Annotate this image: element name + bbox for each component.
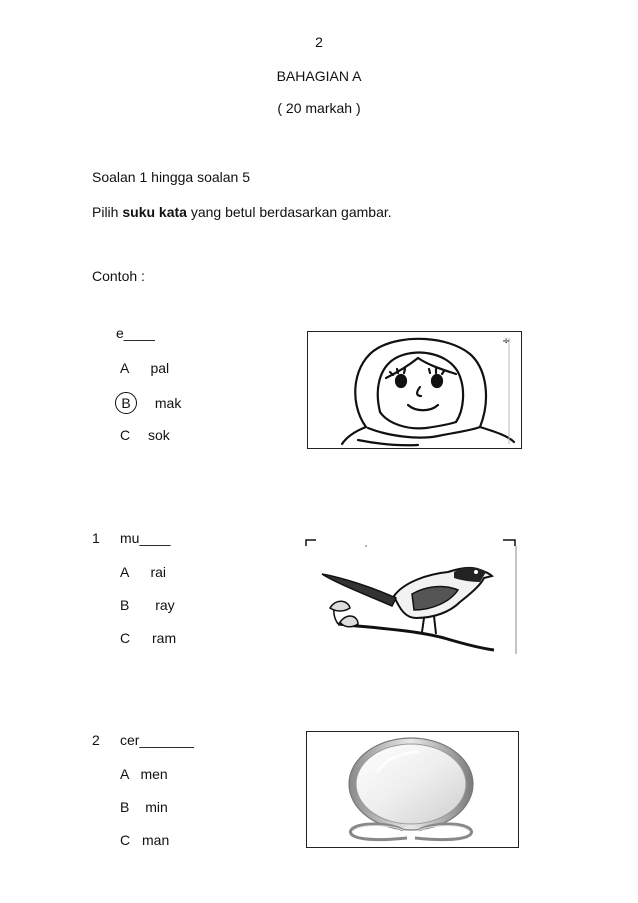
option-text: ray bbox=[155, 597, 175, 613]
example-label: Contoh : bbox=[92, 268, 145, 284]
girl-with-headscarf-drawing bbox=[308, 332, 521, 448]
option-letter: C bbox=[120, 832, 131, 848]
option-letter-circled: B bbox=[115, 392, 137, 414]
instruction-suffix: yang betul berdasarkan gambar. bbox=[190, 204, 392, 220]
svg-text:÷: ÷ bbox=[502, 336, 511, 347]
option-text: pal bbox=[150, 360, 170, 376]
question-stem: mu____ bbox=[120, 530, 171, 546]
instruction-line bbox=[92, 204, 392, 220]
option-text: men bbox=[140, 766, 168, 782]
mirror-picture bbox=[307, 732, 518, 847]
question-2-option-b bbox=[120, 799, 168, 815]
option-letter: A bbox=[120, 766, 129, 782]
option-text: man bbox=[142, 832, 170, 848]
example-option-a bbox=[120, 360, 169, 376]
option-text: sok bbox=[148, 427, 170, 443]
option-letter: C bbox=[120, 427, 131, 443]
instruction-prefix: Pilih bbox=[92, 204, 119, 220]
option-letter: B bbox=[120, 597, 130, 613]
bird-on-branch-drawing bbox=[304, 538, 517, 654]
question-1-option-c bbox=[120, 630, 176, 646]
option-letter: A bbox=[120, 564, 129, 580]
option-letter: A bbox=[120, 360, 129, 376]
question-2-option-a bbox=[120, 766, 168, 782]
option-text: min bbox=[145, 799, 168, 815]
question-2-option-c bbox=[120, 832, 169, 848]
question-number: 2 bbox=[92, 732, 100, 748]
example-option-b bbox=[120, 392, 181, 414]
option-letter: C bbox=[120, 630, 131, 646]
option-letter: B bbox=[120, 799, 130, 815]
option-text: mak bbox=[154, 395, 182, 411]
option-text: rai bbox=[150, 564, 167, 580]
example-picture bbox=[307, 331, 522, 449]
question-2-picture bbox=[306, 731, 519, 848]
page-number: 2 bbox=[315, 34, 323, 50]
question-range: Soalan 1 hingga soalan 5 bbox=[92, 169, 251, 185]
example-option-c bbox=[120, 427, 170, 443]
question-1-option-a bbox=[120, 564, 166, 580]
question-1-option-b bbox=[120, 597, 175, 613]
section-title: BAHAGIAN A bbox=[276, 68, 362, 84]
question-1-picture bbox=[304, 538, 517, 654]
option-text: ram bbox=[152, 630, 177, 646]
question-number: 1 bbox=[92, 530, 100, 546]
question-stem: cer_______ bbox=[120, 732, 194, 748]
example-stem: e____ bbox=[116, 325, 155, 341]
section-marks: ( 20 markah ) bbox=[277, 100, 361, 116]
instruction-bold: suku kata bbox=[122, 204, 187, 220]
